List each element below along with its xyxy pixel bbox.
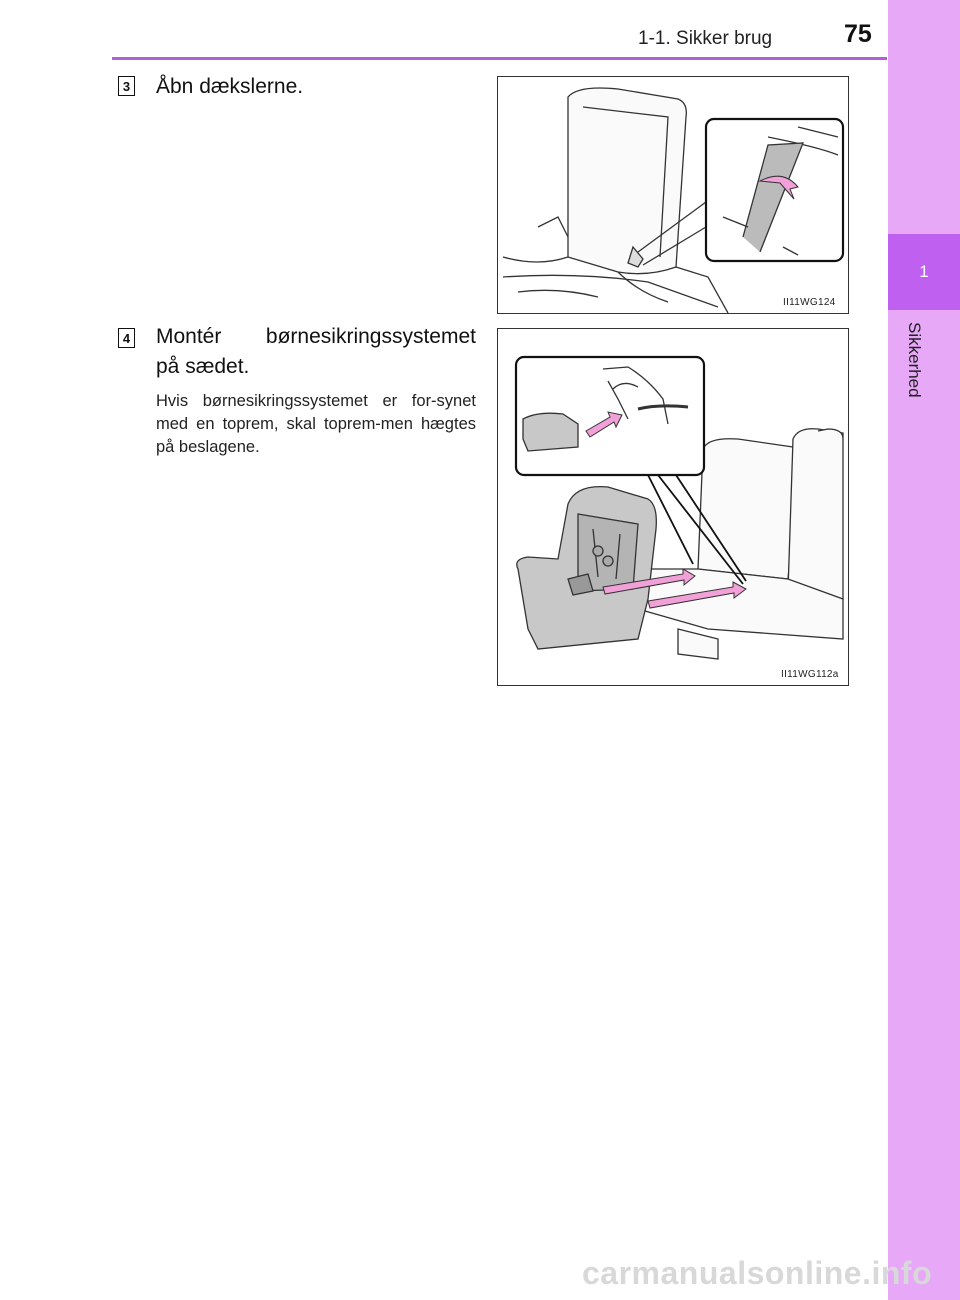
watermark: carmanualsonline.info (582, 1255, 933, 1291)
chapter-number-tab[interactable]: 1 (888, 234, 960, 310)
chapter-side-tab (888, 0, 960, 1300)
step-4-text-line2: på sædet. (156, 355, 250, 378)
step-3-badge: 3 (118, 76, 135, 96)
figure-open-covers (497, 76, 849, 314)
child-seat-illustration (498, 329, 848, 685)
figure-install-child-seat (497, 328, 849, 686)
figure-code: II11WG112a (781, 669, 839, 680)
step-3-text: Åbn dækslerne. (156, 75, 304, 98)
seat-cover-illustration (498, 77, 848, 313)
step-4-body: Hvis børnesikringssystemet er for-synet med en toprem, skal toprem-men hægtes på beslagene. (156, 392, 476, 456)
section-title: 1-1. Sikker brug (638, 28, 773, 49)
step-4-text-line1: Montér børnesikringssystemet (156, 325, 476, 348)
chapter-label: Sikkerhed (905, 322, 924, 398)
header-rule (112, 57, 887, 60)
step-4-badge: 4 (118, 328, 135, 348)
figure-code: II11WG124 (783, 297, 836, 308)
page-number: 75 (844, 20, 872, 48)
